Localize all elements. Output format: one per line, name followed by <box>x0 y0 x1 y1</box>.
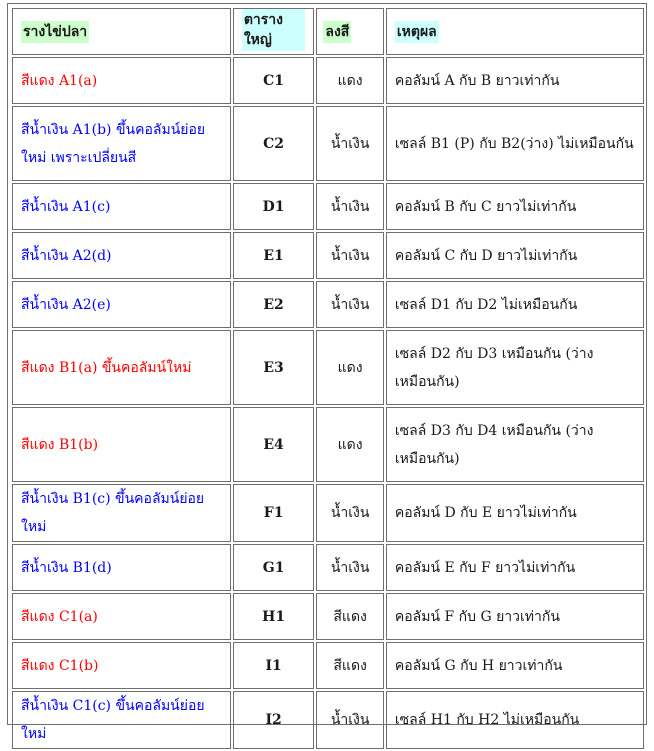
row-reason: คอลัมน์ D กับ E ยาวไม่เท่ากัน <box>386 484 644 542</box>
row-fill-color: น้ำเงิน <box>316 691 383 749</box>
row-label: สีน้ำเงิน B1(d) <box>12 544 231 591</box>
row-fill-color: สีแดง <box>316 642 383 689</box>
row-cell-ref: F1 <box>233 484 315 542</box>
row-fill-color: น้ำเงิน <box>316 544 383 591</box>
row-cell-ref: E2 <box>233 281 315 328</box>
row-fill-color: แดง <box>316 330 383 405</box>
table-frame <box>7 3 647 742</box>
row-cell-ref: D1 <box>233 183 315 230</box>
row-label: สีน้ำเงิน A2(e) <box>12 281 231 328</box>
table-row <box>12 642 644 689</box>
row-fill-color: น้ำเงิน <box>316 484 383 542</box>
row-cell-ref: E4 <box>233 407 315 482</box>
row-cell-ref: I2 <box>233 691 315 749</box>
table-row <box>12 593 644 640</box>
header-label: รางไข่ปลา <box>21 21 89 43</box>
header-cell-cell <box>233 8 315 55</box>
row-reason: เซลล์ H1 กับ H2 ไม่เหมือนกัน <box>386 691 644 749</box>
table-row <box>12 57 644 104</box>
table-row <box>12 281 644 328</box>
row-reason: คอลัมน์ E กับ F ยาวไม่เท่ากัน <box>386 544 644 591</box>
table-row <box>12 691 644 749</box>
row-cell-ref: C1 <box>233 57 315 104</box>
row-label: สีแดง B1(a) ขึ้นคอลัมน์ใหม่ <box>12 330 231 405</box>
row-reason: เซลล์ B1 (P) กับ B2(ว่าง) ไม่เหมือนกัน <box>386 106 644 181</box>
row-label: สีแดง B1(b) <box>12 407 231 482</box>
table-row <box>12 330 644 405</box>
header-cell: ตารางใหญ่ <box>242 9 306 51</box>
row-cell-ref: C2 <box>233 106 315 181</box>
header-cell-fill <box>316 8 383 55</box>
row-label: สีแดง C1(b) <box>12 642 231 689</box>
table-row <box>12 183 644 230</box>
row-reason: คอลัมน์ C กับ D ยาวไม่เท่ากัน <box>386 232 644 279</box>
row-label: สีน้ำเงิน B1(c) ขึ้นคอลัมน์ย่อยใหม่ <box>12 484 231 542</box>
table-row <box>12 484 644 542</box>
row-fill-color: น้ำเงิน <box>316 183 383 230</box>
row-reason: คอลัมน์ F กับ G ยาวเท่ากัน <box>386 593 644 640</box>
row-cell-ref: G1 <box>233 544 315 591</box>
header-reason: เหตุผล <box>395 21 439 43</box>
row-reason: คอลัมน์ A กับ B ยาวเท่ากัน <box>386 57 644 104</box>
header-cell-label <box>12 8 231 55</box>
row-label: สีน้ำเงิน A2(d) <box>12 232 231 279</box>
table-row <box>12 407 644 482</box>
row-label: สีแดง C1(a) <box>12 593 231 640</box>
row-fill-color: น้ำเงิน <box>316 106 383 181</box>
row-reason: คอลัมน์ B กับ C ยาวไม่เท่ากัน <box>386 183 644 230</box>
header-fill: ลงสี <box>323 21 351 43</box>
row-label: สีน้ำเงิน A1(c) <box>12 183 231 230</box>
row-cell-ref: E3 <box>233 330 315 405</box>
row-reason: เซลล์ D3 กับ D4 เหมือนกัน (ว่าง เหมือนกัน) <box>386 407 644 482</box>
row-cell-ref: I1 <box>233 642 315 689</box>
table-row <box>12 544 644 591</box>
header-cell-reason <box>386 8 644 55</box>
row-label: สีน้ำเงิน C1(c) ขึ้นคอลัมน์ย่อยใหม่ <box>12 691 231 749</box>
color-steps-table <box>10 6 646 751</box>
row-reason: คอลัมน์ G กับ H ยาวเท่ากัน <box>386 642 644 689</box>
row-cell-ref: H1 <box>233 593 315 640</box>
row-fill-color: น้ำเงิน <box>316 232 383 279</box>
row-fill-color: น้ำเงิน <box>316 281 383 328</box>
row-reason: เซลล์ D2 กับ D3 เหมือนกัน (ว่าง เหมือนกัน) <box>386 330 644 405</box>
row-label: สีแดง A1(a) <box>12 57 231 104</box>
row-fill-color: แดง <box>316 57 383 104</box>
table-row <box>12 106 644 181</box>
table-row <box>12 232 644 279</box>
row-label: สีน้ำเงิน A1(b) ขึ้นคอลัมน์ย่อยใหม่ เพราะเปลี่ยนสี <box>12 106 231 181</box>
row-cell-ref: E1 <box>233 232 315 279</box>
row-reason: เซลล์ D1 กับ D2 ไม่เหมือนกัน <box>386 281 644 328</box>
row-fill-color: สีแดง <box>316 593 383 640</box>
header-row <box>12 8 644 55</box>
row-fill-color: แดง <box>316 407 383 482</box>
